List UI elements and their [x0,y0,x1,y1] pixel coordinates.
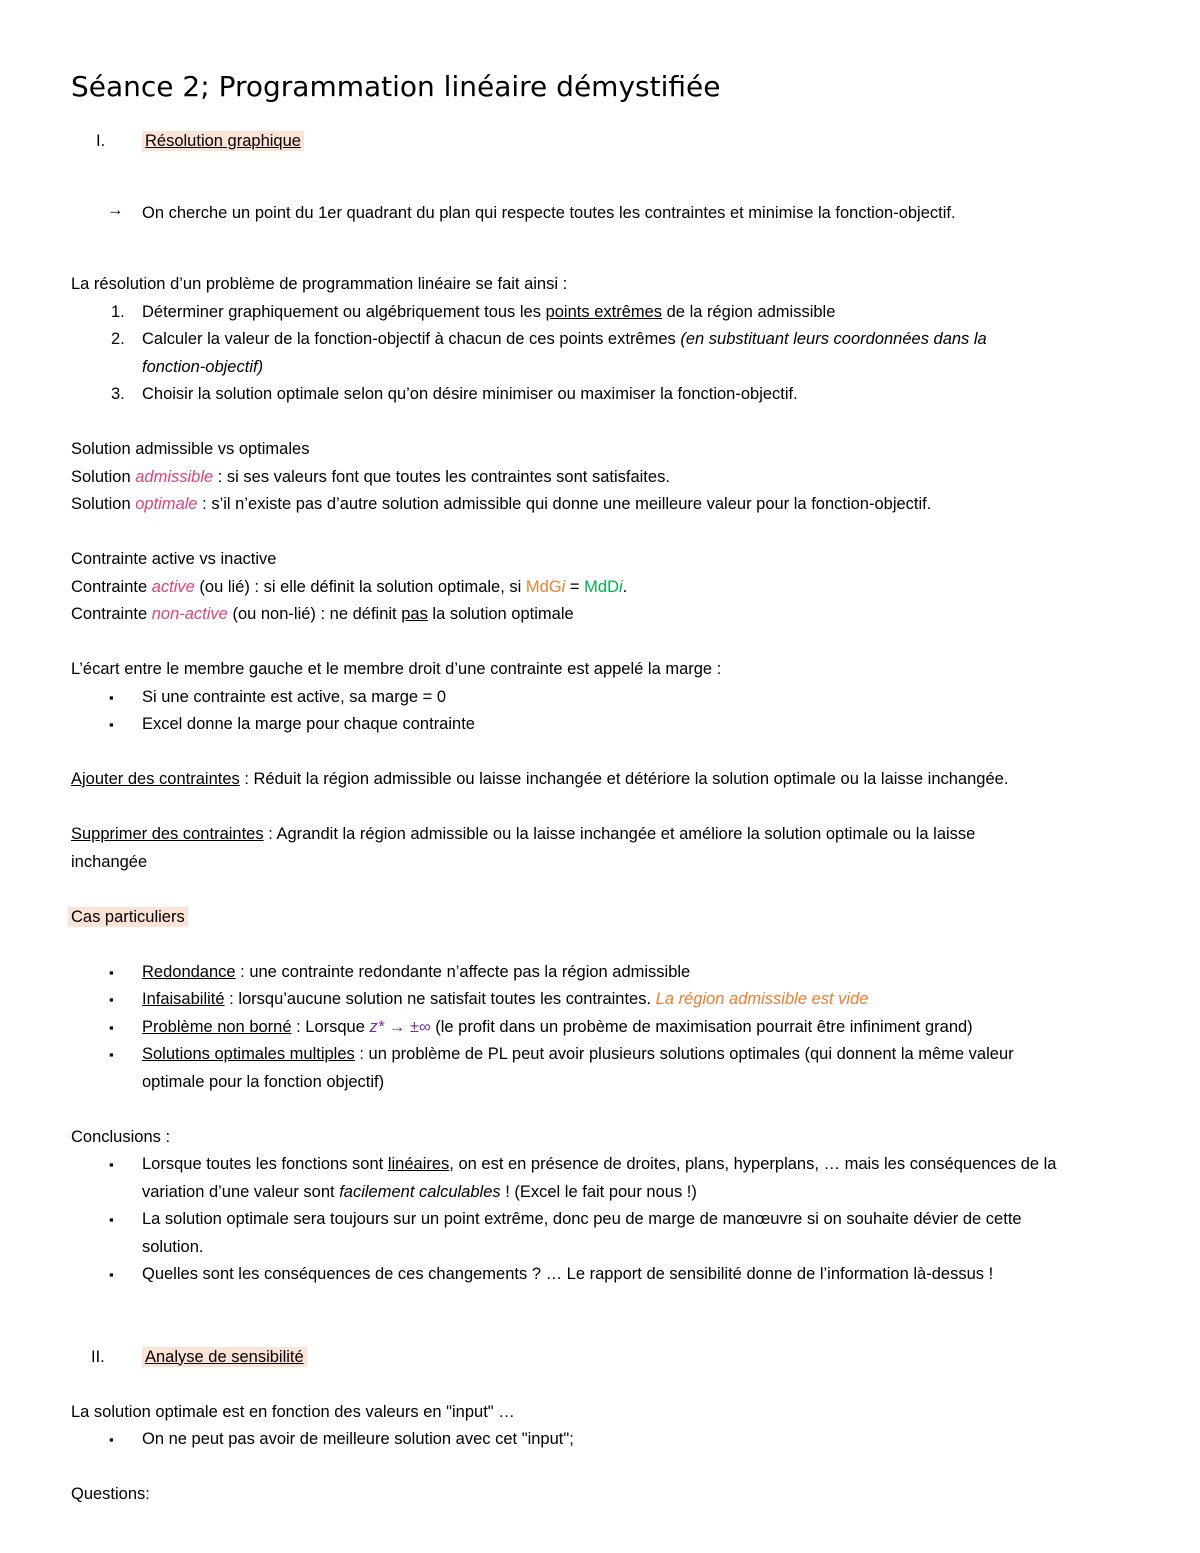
list-item: ▪ Excel donne la marge pour chaque contrainte [71,711,1130,739]
bullet-icon: ▪ [109,689,114,705]
section-heading-2: II. Analyse de sensibilité [91,1344,1130,1372]
step-3: 3. Choisir la solution optimale selon qu’on désire minimiser ou maximiser la fonction-objectif. [111,385,798,403]
bullet-icon: ▪ [109,1157,114,1172]
admissible-definition: Solution admissible : si ses valeurs font que toutes les contraintes sont satisfaites. [71,467,670,486]
optimale-definition: Solution optimale : s’il n’existe pas d’autre solution admissible qui donne une meilleure valeur pour la fonction-objectif. [71,495,932,513]
questions-heading: Questions: [71,1485,150,1503]
list-item: ▪ Redondance : une contrainte redondante n’affecte pas la région admissible [71,959,1130,987]
contrainte-heading: Contrainte active vs inactive [71,550,277,568]
marge-list [71,684,1130,739]
list-item: ▪ Solutions optimales multiples : un problème de PL peut avoir plusieurs solutions optimales (qui donnent la même valeur optimale pour la fonction objectif) [71,1041,1130,1096]
bullet-icon: ▪ [109,1019,114,1035]
bullet-icon: ▪ [109,1212,114,1227]
section-title-1: Résolution graphique [142,131,304,151]
section-heading-1: I. Résolution graphique [96,128,1130,156]
contrainte-active-definition: Contrainte active (ou lié) : si elle définit la solution optimale, si MdGi = MdDi. [71,577,628,596]
ajouter-paragraph: Ajouter des contraintes : Réduit la région admissible ou laisse inchangée et détériore la solution optimale ou la laisse inchangée. [71,770,1009,788]
cas-list [71,959,1130,1097]
sensibilite-intro: La solution optimale est en fonction des valeurs en "input" … [71,1402,515,1421]
list-item: ▪ Si une contrainte est active, sa marge = 0 [71,684,1130,712]
math-expression: z* → ±∞ [369,1017,431,1036]
list-item: ▪ Problème non borné : Lorsque z* → ±∞ (le profit dans un probème de maximisation pourrait être infiniment grand) [71,1014,1130,1042]
resolution-intro: La résolution d’un problème de programmation linéaire se fait ainsi : [71,275,568,293]
step-2: 2. Calculer la valeur de la fonction-objectif à chacun de ces points extrêmes (en substituant leurs coordonnées dans la fonction-objectif) [111,330,987,376]
cas-heading: Cas particuliers [71,904,1130,932]
arrow-paragraph: → On cherche un point du 1er quadrant du plan qui respecte toutes les contraintes et minimise la fonction-objectif. [71,200,1130,228]
bullet-icon: ▪ [109,1047,114,1062]
list-item: ▪ Quelles sont les conséquences de ces changements ? … Le rapport de sensibilité donne de l’information là-dessus ! [71,1261,1130,1289]
bullet-icon: ▪ [109,717,114,732]
list-item: ▪ Lorsque toutes les fonctions sont linéaires, on est en présence de droites, plans, hyperplans, … mais les conséquences de la variation d’une valeur sont facilement calculables ! (Excel le fait pour nous !) [71,1151,1130,1206]
list-item: ▪ Infaisabilité : lorsqu’aucune solution ne satisfait toutes les contraintes. La région admissible est vide [71,986,1130,1014]
steps-list [71,299,1130,409]
step-1: 1. Déterminer graphiquement ou algébriquement tous les points extrêmes de la région admissible [111,302,836,321]
section-title-2: Analyse de sensibilité [142,1347,307,1367]
supprimer-paragraph: Supprimer des contraintes : Agrandit la région admissible ou la laisse inchangée et améliore la solution optimale ou la laisse inchangée [71,825,976,871]
contrainte-nonactive-definition: Contrainte non-active (ou non-lié) : ne définit pas la solution optimale [71,605,574,623]
marge-intro: L’écart entre le membre gauche et le membre droit d’une contrainte est appelé la marge : [71,660,722,678]
bullet-icon: ▪ [109,1267,114,1282]
admissible-heading: Solution admissible vs optimales [71,440,310,458]
conclusions-list [71,1151,1130,1289]
conclusions-heading: Conclusions : [71,1127,171,1146]
list-item: ▪ On ne peut pas avoir de meilleure solution avec cet "input"; [71,1426,1130,1454]
page-title: Séance 2; Programmation linéaire démystifiée [71,70,721,103]
list-item: ▪ La solution optimale sera toujours sur un point extrême, donc peu de marge de manœuvre si on souhaite dévier de cette solution. [71,1206,1130,1261]
bullet-icon: ▪ [109,992,114,1007]
bullet-icon: ▪ [109,1432,114,1447]
bullet-icon: ▪ [109,964,114,980]
sensibilite-list [71,1426,1130,1454]
arrow-right-icon: → [107,200,124,219]
